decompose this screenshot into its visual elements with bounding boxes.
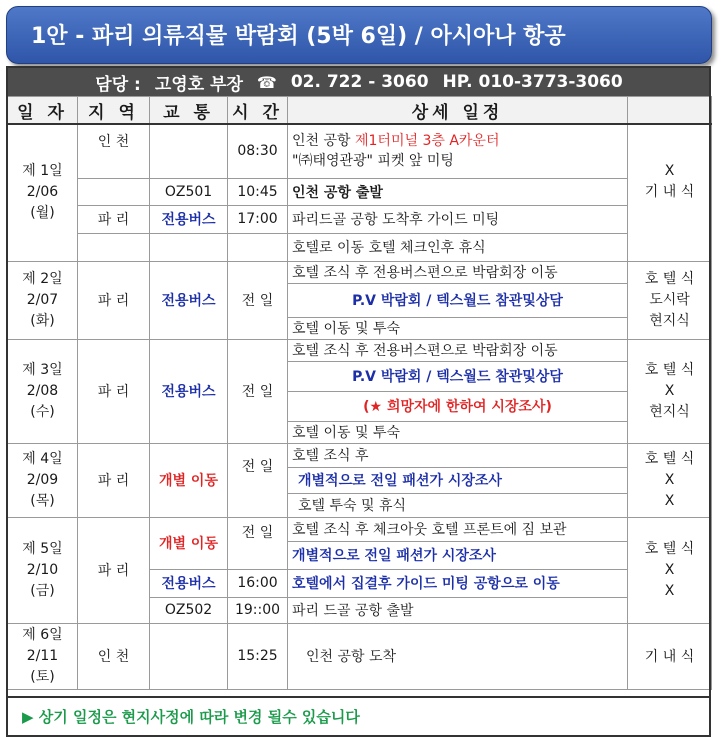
time-cell: 16:00 xyxy=(228,569,288,597)
meal-item: X xyxy=(664,163,675,179)
day-label: 제 6일 xyxy=(22,626,63,643)
detail-cell: 호텔 투숙 및 휴식 xyxy=(288,493,628,517)
day-date: 2/10 xyxy=(26,561,59,578)
time-cell xyxy=(228,233,288,261)
time-cell: 19::00 xyxy=(228,597,288,623)
day-date: 2/07 xyxy=(26,291,59,308)
detail-cell: P.V 박람회 / 텍스월드 참관및상담 xyxy=(288,283,628,317)
schedule-note xyxy=(7,696,711,736)
day-weekday: (금) xyxy=(30,582,55,599)
meal-item: 도시락 xyxy=(649,291,690,308)
day-cell xyxy=(8,261,78,339)
note-text: ▶ 상기 일정은 현지사정에 따라 변경 될수 있습니다 xyxy=(22,708,360,726)
transport-cell: 전용버스 xyxy=(150,261,228,339)
detail-cell: 호텔에서 집결후 가이드 미팅 공항으로 이동 xyxy=(288,569,628,597)
meal-cell xyxy=(628,443,712,517)
time-cell: 17:00 xyxy=(228,205,288,233)
day-date: 2/06 xyxy=(26,184,59,201)
region-cell: 파 리 xyxy=(78,261,150,339)
meal-item: 현지식 xyxy=(649,312,690,329)
region-cell: 파 리 xyxy=(78,443,150,517)
meal-cell: 기 내 식 xyxy=(628,623,712,689)
day-label: 제 3일 xyxy=(22,361,63,378)
detail-cell xyxy=(288,124,628,178)
transport-cell: 전용버스 xyxy=(150,569,228,597)
schedule-table xyxy=(7,96,712,690)
header-meal xyxy=(628,97,712,125)
contact-bar xyxy=(7,68,711,96)
header-transport: 교 통 xyxy=(150,97,228,125)
header-time: 시 간 xyxy=(228,97,288,125)
day-label: 제 4일 xyxy=(22,450,63,467)
header-detail: 상세 일정 xyxy=(288,97,628,125)
day-weekday: (월) xyxy=(30,205,55,222)
region-cell xyxy=(78,178,150,205)
day-date: 2/11 xyxy=(26,647,59,664)
office-phone: 02. 722 - 3060 xyxy=(290,72,429,92)
detail-cell: (★ 희망자에 한하여 시장조사) xyxy=(288,391,628,421)
meal-item: 현지식 xyxy=(649,403,690,420)
detail-text-highlight: 제1터미널 3층 A카운터 xyxy=(355,133,500,150)
meal-item: 기 내 식 xyxy=(644,184,695,200)
header-day: 일 자 xyxy=(8,97,78,125)
meal-cell xyxy=(628,517,712,623)
time-cell: 15:25 xyxy=(228,623,288,689)
detail-cell: 인천 공항 도착 xyxy=(288,623,628,689)
detail-cell: 호텔 조식 후 xyxy=(288,443,628,467)
table-row xyxy=(8,233,712,261)
detail-cell: 호텔 조식 후 체크아웃 호텔 프론트에 짐 보관 xyxy=(288,517,628,541)
meal-item: X xyxy=(664,561,675,578)
transport-cell xyxy=(150,623,228,689)
transport-cell xyxy=(150,124,228,178)
day-cell xyxy=(8,339,78,443)
manager-name: 고영호 부장 xyxy=(154,74,243,95)
time-cell: 전 일 xyxy=(228,339,288,443)
table-row xyxy=(8,623,712,689)
meal-item: 호 텔 식 xyxy=(644,361,695,378)
title-banner xyxy=(6,6,712,64)
table-row xyxy=(8,261,712,283)
transport-cell: 전용버스 xyxy=(150,205,228,233)
day-label: 제 2일 xyxy=(22,270,63,287)
meal-item: X xyxy=(664,382,675,399)
transport-cell: 개별 이동 xyxy=(150,517,228,569)
region-cell: 인 천 xyxy=(78,124,150,178)
transport-cell: OZ502 xyxy=(150,597,228,623)
table-row xyxy=(8,178,712,205)
day-cell xyxy=(8,517,78,623)
region-cell: 파 리 xyxy=(78,205,150,233)
table-row xyxy=(8,517,712,541)
detail-cell: 호텔로 이동 호텔 체크인후 휴식 xyxy=(288,233,628,261)
table-row xyxy=(8,205,712,233)
time-cell: 10:45 xyxy=(228,178,288,205)
meal-item: 호 텔 식 xyxy=(644,270,695,287)
meal-item: 호 텔 식 xyxy=(644,540,695,557)
day-cell xyxy=(8,124,78,261)
detail-cell: 호텔 조식 후 전용버스편으로 박람회장 이동 xyxy=(288,261,628,283)
meal-item: X xyxy=(664,492,675,509)
meal-item: X xyxy=(664,471,675,488)
transport-cell: OZ501 xyxy=(150,178,228,205)
manager-label: 담당 : xyxy=(95,74,141,95)
detail-text: "㈜태영관광" 피켓 앞 미팅 xyxy=(292,153,454,170)
detail-text: 인천 공항 xyxy=(292,133,355,150)
time-cell: 전 일 xyxy=(228,443,288,517)
table-row xyxy=(8,124,712,178)
detail-cell: 호텔 이동 및 투숙 xyxy=(288,421,628,443)
table-row xyxy=(8,443,712,467)
detail-cell: P.V 박람회 / 텍스월드 참관및상담 xyxy=(288,361,628,391)
meal-cell xyxy=(628,124,712,261)
meal-item: X xyxy=(664,582,675,599)
region-cell: 인 천 xyxy=(78,623,150,689)
header-row xyxy=(8,97,712,125)
time-cell: 전 일 xyxy=(228,517,288,569)
transport-cell: 전용버스 xyxy=(150,339,228,443)
region-cell: 파 리 xyxy=(78,517,150,623)
detail-cell: 개별적으로 전일 패션가 시장조사 xyxy=(288,541,628,569)
day-weekday: (화) xyxy=(30,312,55,329)
transport-cell xyxy=(150,233,228,261)
meal-cell xyxy=(628,261,712,339)
detail-cell: 파리드골 공항 도착후 가이드 미팅 xyxy=(288,205,628,233)
day-date: 2/09 xyxy=(26,471,59,488)
detail-cell: 파리 드골 공항 출발 xyxy=(288,597,628,623)
detail-cell: 호텔 이동 및 투숙 xyxy=(288,317,628,339)
day-weekday: (목) xyxy=(30,492,55,509)
region-cell xyxy=(78,233,150,261)
time-cell: 전 일 xyxy=(228,261,288,339)
day-weekday: (수) xyxy=(30,403,55,420)
day-weekday: (토) xyxy=(30,668,55,685)
day-cell xyxy=(8,623,78,689)
page-title: 1안 - 파리 의류직물 박람회 (5박 6일) / 아시아나 항공 xyxy=(31,24,566,49)
mobile-phone: HP. 010-3773-3060 xyxy=(442,72,623,92)
meal-item: 호 텔 식 xyxy=(644,450,695,467)
day-label: 제 1일 xyxy=(22,163,63,180)
phone-icon: ☎ xyxy=(256,72,277,92)
detail-cell: 개별적으로 전일 패션가 시장조사 xyxy=(288,467,628,493)
day-cell xyxy=(8,443,78,517)
transport-cell: 개별 이동 xyxy=(150,443,228,517)
detail-cell: 호텔 조식 후 전용버스편으로 박람회장 이동 xyxy=(288,339,628,361)
table-row xyxy=(8,339,712,361)
detail-cell: 인천 공항 출발 xyxy=(288,178,628,205)
day-label: 제 5일 xyxy=(22,540,63,557)
time-cell: 08:30 xyxy=(228,124,288,178)
region-cell: 파 리 xyxy=(78,339,150,443)
day-date: 2/08 xyxy=(26,382,59,399)
meal-cell xyxy=(628,339,712,443)
header-region: 지 역 xyxy=(78,97,150,125)
